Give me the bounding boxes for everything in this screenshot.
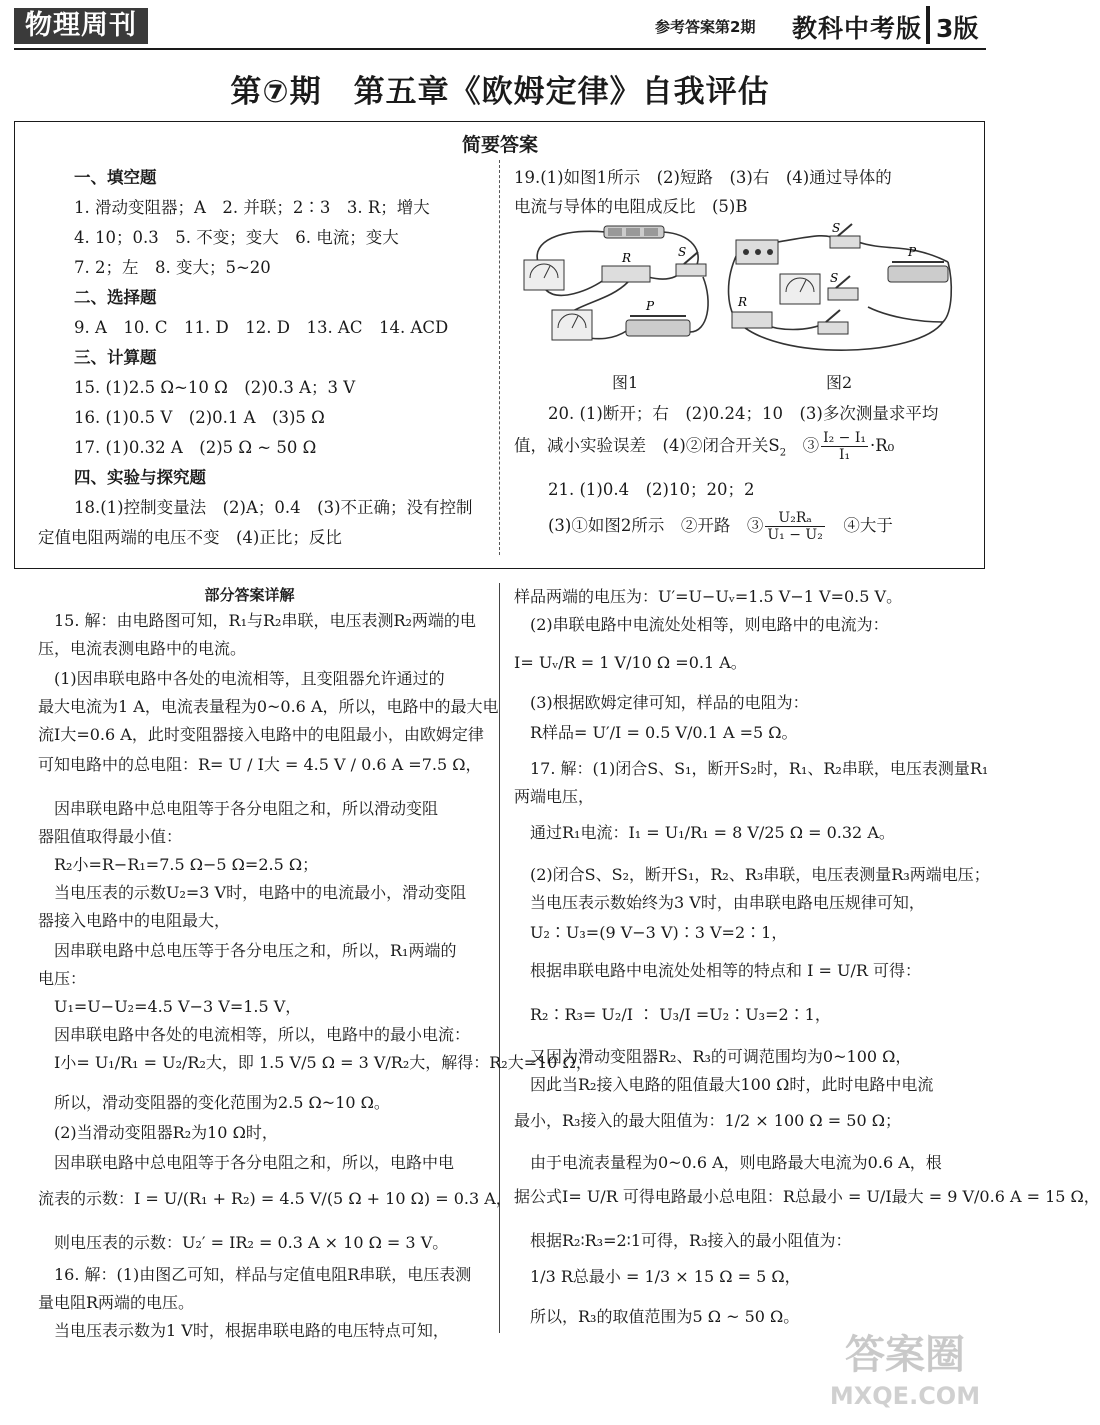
detail-line: 16. 解：(1)由图乙可知，样品与定值电阻R串联，电压表测: [38, 1265, 472, 1284]
masthead-logo: 物理周刊: [14, 8, 148, 44]
detail-line: 又因为滑动变阻器R₂、R₃的可调范围均为0~100 Ω，: [514, 1047, 912, 1066]
detail-line: 流I大=0.6 A，此时变阻器接入电路中的电阻最小，由欧姆定律: [38, 725, 484, 744]
detail-line: 所以，R₃的取值范围为5 Ω ~ 50 Ω。: [514, 1307, 800, 1326]
detail-line: 当电压表示数为1 V时，根据串联电路的电压特点可知，: [38, 1321, 449, 1340]
section-heading: 四、实验与探究题: [74, 468, 206, 487]
detail-line: (1)因串联电路中各处的电流相等，且变阻器允许通过的: [38, 669, 445, 688]
detail-line: 最小，R₃接入的最大阻值为：1/2 × 100 Ω = 50 Ω；: [514, 1111, 901, 1130]
fig2-label-p: P: [908, 245, 917, 259]
watermark-top: 答案圈: [845, 1332, 965, 1378]
detail-line: 据公式I= U/R 可得电路最小总电阻：R总最小 = U/I最大 = 9 V/0.6 A = 15 Ω，: [514, 1187, 1100, 1206]
figure-1-circuit: [518, 222, 723, 370]
detail-line: 量电阻R两端的电压。: [38, 1293, 195, 1312]
power-supply-icon: [736, 240, 778, 264]
detail-line: 样品两端的电压为：U′=U−Uᵥ=1.5 V−1 V=0.5 V。: [514, 587, 903, 606]
detail-line: 通过R₁电流：I₁ = U₁/R₁ = 8 V/25 Ω = 0.32 A。: [514, 823, 895, 842]
answer-line: 15. (1)2.5 Ω~10 Ω (2)0.3 A；3 V: [74, 378, 356, 397]
answer-line: 7. 2；左 8. 变大；5~20: [74, 258, 271, 277]
detail-line: 可知电路中的总电阻：R= U / I大 = 4.5 V / 0.6 A =7.5 Ω，: [38, 755, 482, 774]
answer-line: 1. 滑动变阻器；A 2. 并联；2∶3 3. R；增大: [74, 198, 430, 217]
q21-fraction: $\frac{\text{U₂Rₐ}}{\text{U₁ − U₂}}$: [767, 510, 823, 543]
detail-line: 根据串联电路中电流处处相等的特点和 I = U/R 可得：: [514, 961, 921, 980]
q20-sub: 2: [779, 447, 787, 459]
switch-s1-icon: [828, 271, 858, 300]
figure-2-circuit: [718, 222, 958, 370]
detail-line: 1/3 R总最小 = 1/3 × 15 Ω = 5 Ω，: [514, 1267, 801, 1286]
q19-line-2: 电流与导体的电阻成反比 (5)B: [514, 197, 748, 216]
detail-line: 17. 解：(1)闭合S、S₁，断开S₂时，R₁、R₂串联，电压表测量R₁: [514, 759, 989, 778]
answer-line: 9. A 10. C 11. D 12. D 13. AC 14. ACD: [74, 318, 449, 337]
detail-line: 器阻值取得最小值：: [38, 827, 183, 846]
header-separator: [926, 6, 930, 44]
detail-line: (2)当滑动变阻器R₂为10 Ω时，: [38, 1123, 278, 1142]
figure-1-caption: 图1: [612, 373, 639, 392]
detail-line: R₂∶R₃= U₂/I ∶ U₃/I =U₂∶U₃=2∶1，: [514, 1005, 831, 1024]
detail-line: R₂小=R−R₁=7.5 Ω−5 Ω=2.5 Ω；: [38, 855, 319, 874]
page-title: 第⑦期 第五章《欧姆定律》自我评估: [230, 74, 770, 110]
section-heading: 三、计算题: [74, 348, 157, 367]
meter-center-icon: [780, 274, 820, 304]
answer-line: 17. (1)0.32 A (2)5 Ω ~ 50 Ω: [74, 438, 317, 457]
edition-label: 教科中考版: [792, 14, 923, 43]
q21-post: ④大于: [826, 516, 893, 535]
q20-mid: ③: [786, 436, 820, 455]
rheostat-p-icon: [626, 299, 690, 336]
detail-line: (2)闭合S、S₂，断开S₁，R₂、R₃串联，电压表测量R₃两端电压；: [514, 865, 990, 884]
figure-2-caption: 图2: [826, 373, 853, 392]
detail-line: 因串联电路中各处的电流相等，所以，电路中的最小电流：: [38, 1025, 471, 1044]
detail-line: 两端电压，: [514, 787, 595, 806]
resistor-r-icon: [602, 251, 650, 282]
answers-box-title: 简要答案: [461, 134, 538, 156]
q20-text: 值，减小实验误差 (4)②闭合开关S: [514, 436, 780, 455]
fig1-label-s: S: [678, 245, 687, 259]
section-heading: 一、填空题: [74, 168, 157, 187]
resistor-rx-icon: [732, 295, 772, 328]
details-title: 部分答案详解: [204, 586, 295, 604]
q21-text: (3)①如图2所示 ②开路 ③: [548, 516, 764, 535]
ammeter-icon: [552, 310, 592, 340]
fig1-label-p: P: [646, 299, 655, 313]
q21-line-1: 21. (1)0.4 (2)10；20；2: [548, 480, 755, 499]
answer-line: 18.(1)控制变量法 (2)A；0.4 (3)不正确；没有控制: [74, 498, 473, 517]
battery-icon: [604, 226, 664, 238]
details-column-separator: [499, 583, 500, 1333]
detail-line: I= Uᵥ/R = 1 V/10 Ω =0.1 A。: [514, 653, 747, 672]
fig2-label-r: R: [738, 295, 748, 309]
answer-line: 定值电阻两端的电压不变 (4)正比；反比: [38, 528, 342, 547]
q21-line-2: [548, 510, 893, 543]
detail-line: 因串联电路中总电压等于各分电压之和，所以，R₁两端的: [38, 941, 457, 960]
detail-line: U₁=U−U₂=4.5 V−3 V=1.5 V，: [38, 997, 302, 1016]
detail-line: 流表的示数：I = U/(R₁ + R₂) = 4.5 V/(5 Ω + 10 Ω) = 0.3 A，: [38, 1189, 512, 1208]
q20-line-2: [514, 430, 894, 463]
answer-line: 16. (1)0.5 V (2)0.1 A (3)5 Ω: [74, 408, 325, 427]
header-rule: [14, 48, 986, 50]
detail-line: 压，电流表测电路中的电流。: [38, 639, 247, 658]
answer-line: 4. 10；0.3 5. 不变；变大 6. 电流；变大: [74, 228, 399, 247]
detail-line: 则电压表的示数：U₂′ = IR₂ = 0.3 A × 10 Ω = 3 V。: [38, 1233, 449, 1252]
detail-line: 因串联电路中总电阻等于各分电阻之和，所以，电路中电: [38, 1153, 455, 1172]
detail-line: 最大电流为1 A，电流表量程为0~0.6 A，所以，电路中的最大电: [38, 697, 499, 716]
detail-line: 15. 解：由电路图可知，R₁与R₂串联，电压表测R₂两端的电: [38, 611, 476, 630]
fig2-label-s: S: [832, 221, 841, 235]
answers-box-divider: [499, 160, 500, 555]
detail-line: 当电压表的示数U₂=3 V时，电路中的电流最小，滑动变阻: [38, 883, 467, 902]
detail-line: 根据R₂∶R₃=2∶1可得，R₃接入的最小阻值为：: [514, 1231, 852, 1250]
detail-line: 器接入电路中的电阻最大，: [38, 911, 231, 930]
switch-s-icon: [830, 221, 860, 248]
watermark-logo: [820, 1322, 990, 1414]
detail-line: (2)串联电路中电流处处相等，则电路中的电流为：: [514, 615, 889, 634]
detail-line: 当电压表示数始终为3 V时，由串联电路电压规律可知，: [514, 893, 925, 912]
fig1-label-r: R: [622, 251, 632, 265]
q19-line-1: 19.(1)如图1所示 (2)短路 (3)右 (4)通过导体的: [514, 168, 892, 187]
detail-line: R样品= U′/I = 0.5 V/0.1 A =5 Ω。: [514, 723, 798, 742]
switch-s-icon: [676, 245, 706, 276]
detail-line: I小= U₁/R₁ = U₂/R₂大，即 1.5 V/5 Ω = 3 V/R₂大，解得：R₂大=10 Ω，: [38, 1053, 592, 1072]
detail-line: 由于电流表量程为0~0.6 A，则电路最大电流为0.6 A，根: [514, 1153, 942, 1172]
voltmeter-icon: [524, 260, 564, 290]
q20-fraction: $\frac{\text{I₂ − I₁}}{\text{I₁}}$: [823, 430, 866, 463]
detail-line: U₂∶U₃=(9 V−3 V)∶3 V=2∶1，: [514, 923, 788, 942]
detail-line: 电压：: [38, 969, 87, 988]
detail-line: 所以，滑动变阻器的变化范围为2.5 Ω~10 Ω。: [38, 1093, 390, 1112]
watermark-bottom: MXQE.COM: [829, 1382, 981, 1410]
detail-line: 因串联电路中总电阻等于各分电阻之和，所以滑动变阻: [38, 799, 439, 818]
switch-s2-icon: [818, 310, 848, 334]
detail-line: (3)根据欧姆定律可知，样品的电阻为：: [514, 693, 809, 712]
q20-post: ·R₀: [869, 436, 895, 455]
page-number: 3版: [936, 14, 979, 43]
section-heading: 二、选择题: [74, 288, 157, 307]
fig2-label-s1: S: [830, 271, 839, 285]
q20-line-1: 20. (1)断开；右 (2)0.24；10 (3)多次测量求平均: [548, 404, 939, 423]
reference-label: 参考答案第2期: [655, 18, 756, 36]
detail-line: 因此当R₂接入电路的阻值最大100 Ω时，此时电路中电流: [514, 1075, 934, 1094]
